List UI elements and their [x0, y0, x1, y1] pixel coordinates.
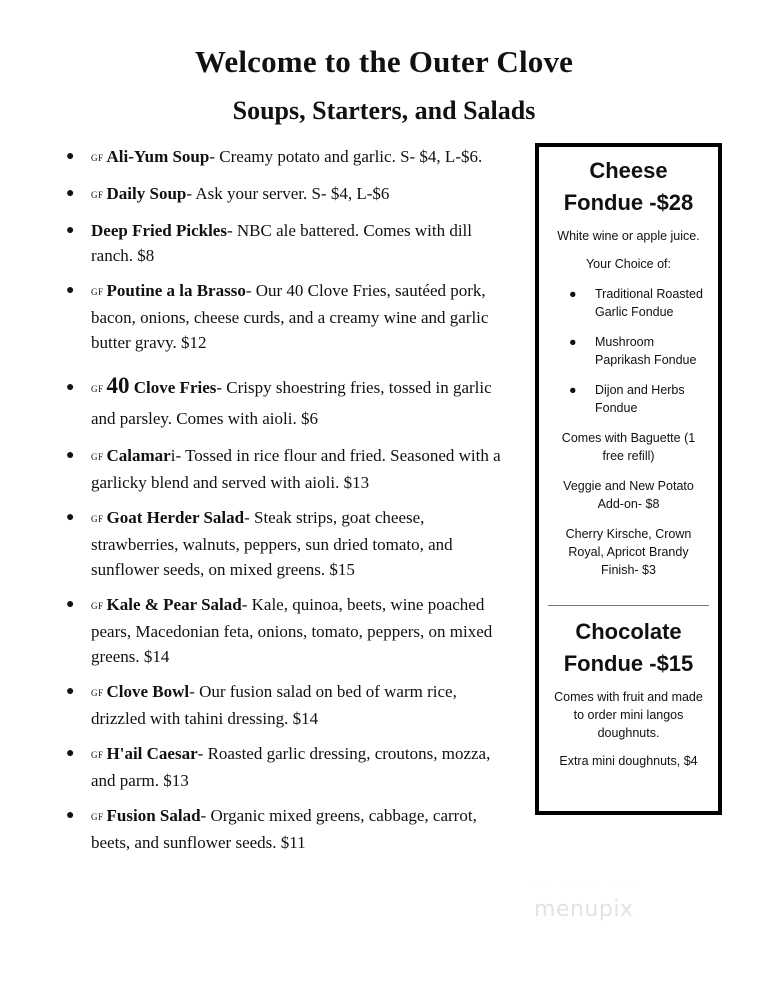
watermark-logo: menupix: [534, 897, 634, 922]
item-description: - NBC ale battered. Comes with dill ranch. $8: [91, 221, 473, 265]
section-divider: [548, 605, 709, 606]
item-name: Goat Herder Salad: [106, 508, 245, 527]
cheese-fondue-heading-line2: Fondue -$28: [563, 190, 694, 215]
menu-item-calamari: [64, 443, 514, 495]
menu-item-fusion-salad: [64, 803, 514, 855]
bullet-icon: ●: [66, 223, 75, 238]
fondue-choice-label: Traditional Roasted Garlic Fondue: [595, 287, 703, 319]
fondue-choice: [539, 285, 718, 321]
menu-item-kale-pear-salad: [64, 592, 514, 669]
item-description: - Organic mixed greens, cabbage, carrot, beets, and sunflower seeds. $11: [91, 806, 477, 852]
item-name: Poutine a la Brasso: [106, 281, 246, 300]
chocolate-fondue-description: Comes with fruit and made to order mini langos doughnuts.: [554, 690, 703, 740]
item-name: Kale & Pear Salad: [106, 595, 242, 614]
bullet-icon: ●: [569, 383, 577, 397]
item-name-number: 40: [106, 373, 130, 398]
cheese-fondue-choices: [539, 285, 718, 417]
cheese-fondue-finish: Cherry Kirsche, Crown Royal, Apricot Brandy Finish- $3: [565, 527, 692, 577]
bullet-icon: ●: [569, 287, 577, 301]
fondue-choice: [539, 381, 718, 417]
gluten-free-badge: GF: [91, 384, 104, 394]
bullet-icon: ●: [66, 149, 75, 164]
gluten-free-badge: GF: [91, 812, 104, 822]
menu-item-clove-bowl: [64, 679, 514, 731]
menu-item-goat-herder-salad: [64, 505, 514, 582]
item-description: - Creamy potato and garlic. S- $4, L-$6.: [209, 147, 483, 166]
page-title: Welcome to the Outer Clove: [194, 44, 574, 79]
cheese-fondue-addon: Veggie and New Potato Add-on- $8: [563, 479, 694, 511]
cheese-fondue-heading: [539, 155, 718, 219]
menu-item-deep-fried-pickles: [64, 218, 514, 268]
item-description: - Steak strips, goat cheese, strawberries, walnuts, peppers, sun dried tomato, and sunflower seeds, on mixed greens. $15: [91, 508, 453, 579]
bullet-icon: ●: [66, 448, 75, 463]
bullet-icon: ●: [66, 746, 75, 761]
item-name-suffix: i: [170, 446, 176, 465]
menu-item-poutine: [64, 278, 514, 355]
menu-item-daily-soup: [64, 181, 514, 208]
menu-item-hail-caesar: [64, 741, 514, 793]
bullet-icon: ●: [66, 597, 75, 612]
gluten-free-badge: GF: [91, 452, 104, 462]
fondue-choice-label: Mushroom Paprikash Fondue: [595, 335, 697, 367]
chocolate-fondue-heading-line2: Fondue -$15: [563, 651, 694, 676]
gluten-free-badge: GF: [91, 688, 104, 698]
gluten-free-badge: GF: [91, 514, 104, 524]
bullet-icon: ●: [66, 186, 75, 201]
bullet-icon: ●: [66, 684, 75, 699]
gluten-free-badge: GF: [91, 153, 104, 163]
item-name: Ali-Yum Soup: [106, 147, 210, 166]
watermark-subtext: · · · · · · · · · · · ·: [530, 880, 642, 890]
item-description: - Our 40 Clove Fries, sautéed pork, bacon, onions, cheese curds, and a creamy wine and garlic butter gravy. $12: [91, 281, 489, 352]
gluten-free-badge: GF: [91, 287, 104, 297]
bullet-icon: ●: [66, 283, 75, 298]
item-description: - Crispy shoestring fries, tossed in garlic and parsley. Comes with aioli. $6: [91, 378, 492, 428]
fondue-choice: [539, 333, 718, 369]
menu-item-ali-yum-soup: [64, 144, 514, 171]
item-description: - Our fusion salad on bed of warm rice, drizzled with tahini dressing. $14: [91, 682, 457, 728]
item-name: Clove Fries: [129, 378, 217, 397]
menu-list: [64, 144, 514, 865]
cheese-fondue-choice-label: Your Choice of:: [585, 257, 671, 271]
item-name: Daily Soup: [106, 184, 187, 203]
section-title: Soups, Starters, and Salads: [232, 96, 536, 125]
gluten-free-badge: GF: [91, 190, 104, 200]
item-description: - Tossed in rice flour and fried. Seasoned with a garlicky blend and served with aioli. $13: [91, 446, 501, 492]
gluten-free-badge: GF: [91, 750, 104, 760]
bullet-icon: ●: [569, 335, 577, 349]
chocolate-fondue-extra: Extra mini doughnuts, $4: [559, 754, 698, 768]
bullet-icon: ●: [66, 808, 75, 823]
menu-item-40-clove-fries: [64, 371, 514, 433]
item-name: H'ail Caesar: [106, 744, 198, 763]
cheese-fondue-baguette: Comes with Baguette (1 free refill): [561, 431, 696, 463]
item-name: Calamar: [106, 446, 171, 465]
cheese-fondue-heading-line1: Cheese: [589, 158, 668, 183]
bullet-icon: ●: [66, 510, 75, 525]
fondue-sidebar: [535, 143, 722, 815]
chocolate-fondue-heading-line1: Chocolate: [575, 619, 682, 644]
gluten-free-badge: GF: [91, 601, 104, 611]
item-description: - Roasted garlic dressing, croutons, mozza, and parm. $13: [91, 744, 491, 790]
cheese-fondue-base: White wine or apple juice.: [557, 229, 700, 243]
chocolate-fondue-heading: [539, 616, 718, 680]
item-name: Fusion Salad: [106, 806, 201, 825]
item-description: - Ask your server. S- $4, L-$6: [186, 184, 390, 203]
item-description: - Kale, quinoa, beets, wine poached pears, Macedonian feta, onions, tomato, peppers, on mixed greens. $14: [91, 595, 493, 666]
item-name: Clove Bowl: [106, 682, 190, 701]
item-name: Deep Fried Pickles: [91, 221, 227, 240]
bullet-icon: ●: [66, 380, 75, 395]
fondue-choice-label: Dijon and Herbs Fondue: [595, 383, 685, 415]
